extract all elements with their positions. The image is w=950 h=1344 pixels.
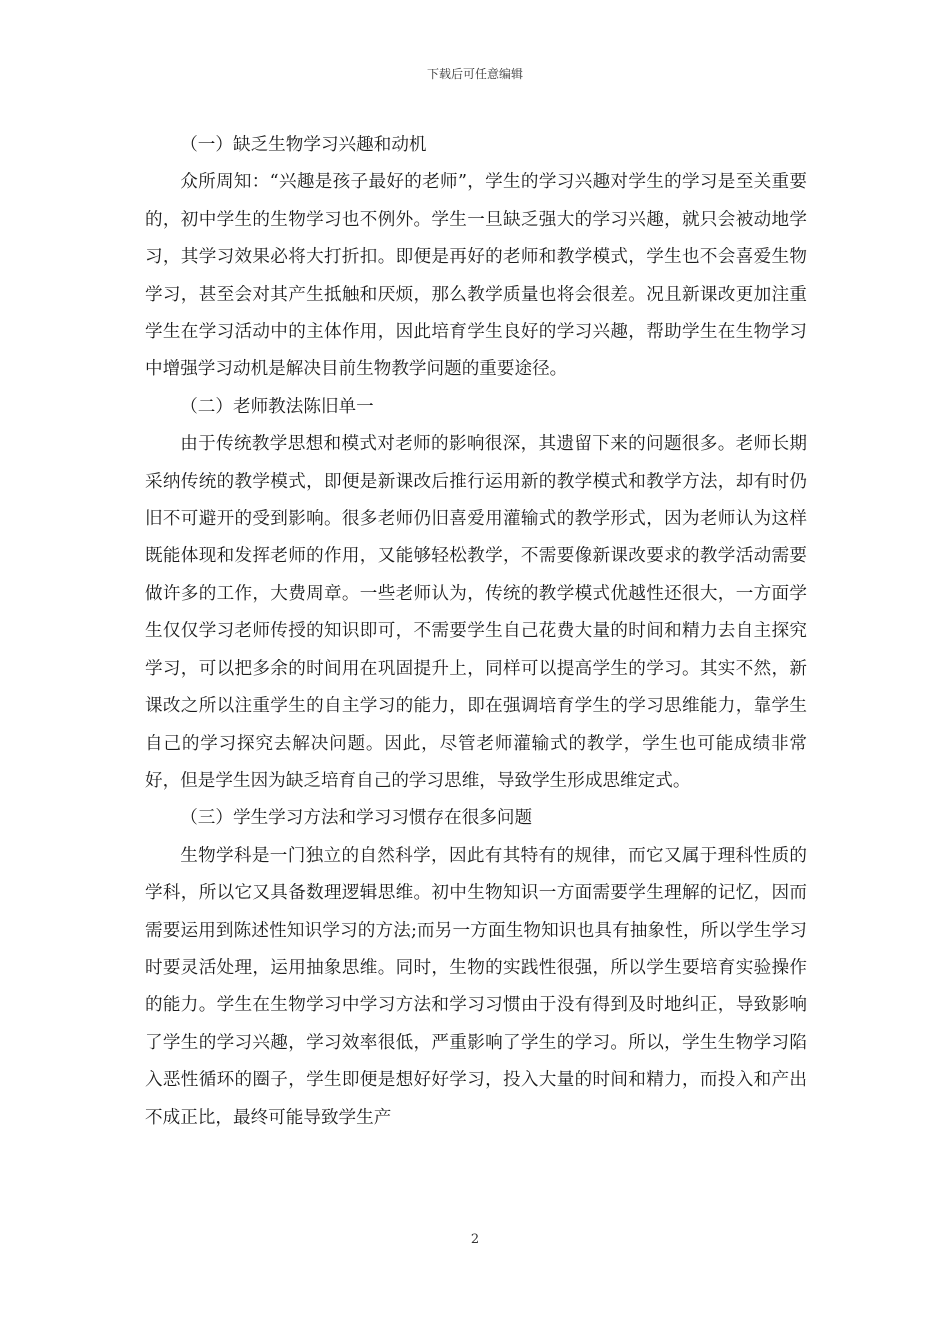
section-paragraph-1: 众所周知：“兴趣是孩子最好的老师”，学生的学习兴趣对学生的学习是至关重要的，初中学生的生物学习也不例外。学生一旦缺乏强大的学习兴趣，就只会被动地学习，其学习效果必将大打折扣。即便是再好的老师和教学模式，学生也不会喜爱生物学习，甚至会对其产生抵触和厌烦，那么教学质量也将会很差。况且新课改更加注重学生在学习活动中的主体作用，因此培育学生良好的学习兴趣，帮助学生在生物学习中增强学习动机是解决目前生物教学问题的重要途径。 <box>145 172 807 380</box>
section-heading-3: （三）学生学习方法和学习习惯存在很多问题 <box>180 808 533 829</box>
section-heading-2: （二）老师教法陈旧单一 <box>180 396 374 417</box>
section-paragraph-3: 生物学科是一门独立的自然科学，因此有其特有的规律，而它又属于理科性质的学科，所以它又具备数理逻辑思维。初中生物知识一方面需要学生理解的记忆，因而需要运用到陈述性知识学习的方法;而另一方面生物知识也具有抽象性，所以学生学习时要灵活处理，运用抽象思维。同时，生物的实践性很强，所以学生要培育实验操作的能力。学生在生物学习中学习方法和学习习惯由于没有得到及时地纠正，导致影响了学生的学习兴趣，学习效率很低，严重影响了学生的学习。所以，学生生物学习陷入恶性循环的圈子，学生即便是想好好学习，投入大量的时间和精力，而投入和产出不成正比，最终可能导致学生产 <box>145 845 807 1128</box>
page-number: 2 <box>470 1232 480 1247</box>
section-heading-1: （一）缺乏生物学习兴趣和动机 <box>180 135 427 155</box>
section-paragraph-2: 由于传统教学思想和模式对老师的影响很深，其遗留下来的问题很多。老师长期采纳传统的教学模式，即便是新课改后推行运用新的教学模式和教学方法，却有时仍旧不可避开的受到影响。很多老师仍旧喜爱用灌输式的教学形式，因为老师认为这样既能体现和发挥老师的作用，又能够轻松教学，不需要像新课改要求的教学活动需要做许多的工作，大费周章。一些老师认为，传统的教学模式优越性还很大，一方面学生仅仅学习老师传授的知识即可，不需要学生自己花费大量的时间和精力去自主探究学习，可以把多余的时间用在巩固提升上，同样可以提高学生的学习。其实不然，新课改之所以注重学生的自主学习的能力，即在强调培育学生的学习思维能力，靠学生自己的学习探究去解决问题。因此，尽管老师灌输式的教学，学生也可能成绩非常好，但是学生因为缺乏培育自己的学习思维，导致学生形成思维定式。 <box>145 434 807 791</box>
page-header: 下载后可任意编辑 <box>426 67 523 81</box>
document-body <box>145 127 807 1137</box>
